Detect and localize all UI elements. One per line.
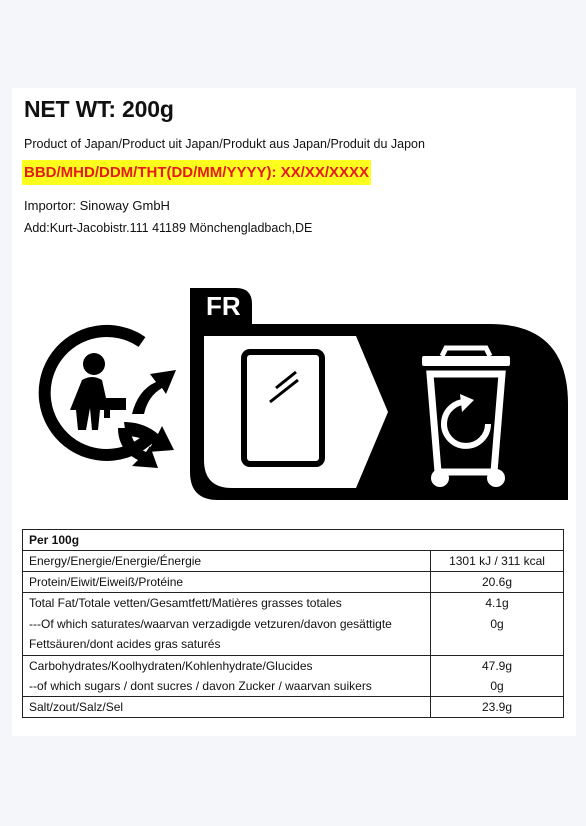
nutrient-label: Salt/zout/Salz/Sel — [23, 697, 431, 718]
nutrient-value: 47.9g — [431, 656, 564, 677]
nutrient-label-line2: Fettsäuren/dont acides gras saturés — [29, 637, 221, 651]
nutrient-label: Carbohydrates/Koolhydraten/Kohlenhydrate/Glucides — [23, 656, 431, 677]
nutrient-label: Energy/Energie/Energie/Énergie — [23, 551, 431, 572]
nutrient-value: 0g — [431, 613, 564, 656]
table-row — [23, 656, 564, 677]
nutrient-label-line1: ---Of which saturates/waarvan verzadigde vetzuren/davon gesättigte — [29, 617, 392, 631]
nutrient-value: 1301 kJ / 311 kcal — [431, 551, 564, 572]
triman-icon — [34, 318, 184, 468]
nutrient-label: --of which sugars / dont sucres / davon Zucker / waarvan suikers — [23, 676, 431, 697]
best-before-date: BBD/MHD/DDM/THT(DD/MM/YYYY): XX/XX/XXXX — [22, 160, 371, 185]
product-origin: Product of Japan/Product uit Japan/Produkt aus Japan/Produit du Japon — [24, 137, 425, 151]
nutrient-value: 4.1g — [431, 593, 564, 614]
nutrient-value: 23.9g — [431, 697, 564, 718]
table-row — [23, 613, 564, 656]
nutrient-value: 0g — [431, 676, 564, 697]
nutrient-label — [23, 613, 431, 656]
nutrition-table — [22, 529, 564, 718]
table-row — [23, 572, 564, 593]
country-code: FR — [206, 291, 241, 321]
table-row — [23, 697, 564, 718]
nutrient-label: Protein/Eiwit/Eiweiß/Protéine — [23, 572, 431, 593]
nutrient-label: Total Fat/Totale vetten/Gesamtfett/Matières grasses totales — [23, 593, 431, 614]
net-weight: NET WT: 200g — [24, 96, 174, 122]
table-row — [23, 676, 564, 697]
table-row — [23, 593, 564, 614]
product-label — [12, 88, 576, 736]
nutrient-value: 20.6g — [431, 572, 564, 593]
table-row — [23, 551, 564, 572]
importer: Importor: Sinoway GmbH — [24, 198, 170, 213]
recycling-info-block — [190, 284, 570, 502]
importer-address: Add:Kurt-Jacobistr.111 41189 Mönchengladbach,DE — [24, 221, 313, 235]
nutrition-header: Per 100g — [23, 530, 564, 551]
